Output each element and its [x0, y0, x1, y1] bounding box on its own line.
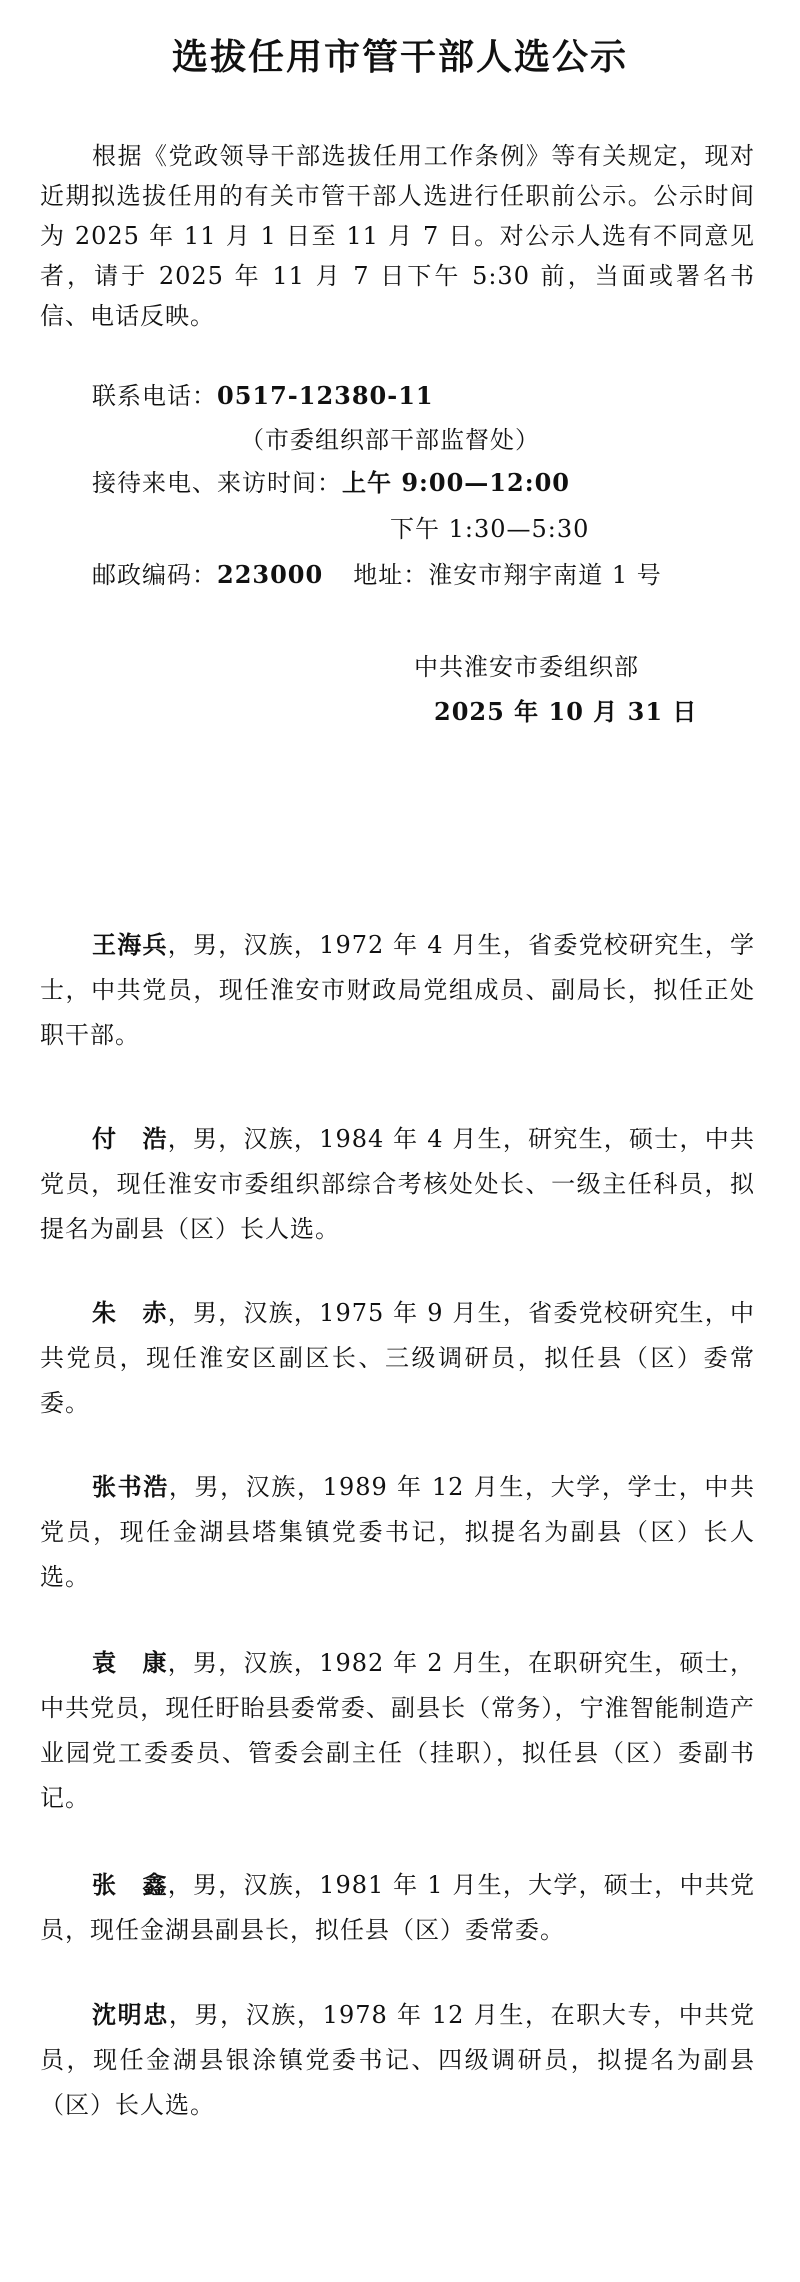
phone-number: 0517-12380-11 — [217, 381, 434, 410]
issue-date: 2025 年 10 月 31 日 — [434, 697, 698, 726]
postcode-label: 邮政编码： — [92, 561, 217, 589]
candidate-entry — [40, 1992, 755, 2128]
hours-am: 上午 9:00—12:00 — [342, 468, 570, 497]
candidate-entry — [40, 1640, 755, 1821]
candidate-entry — [40, 922, 755, 1058]
postcode: 223000 — [217, 560, 324, 589]
candidate-details: ，男，汉族，1972 年 4 月生，省委党校研究生，学士，中共党员，现任淮安市财政局党组成员、副局长，拟任正处职干部。 — [40, 931, 756, 1049]
hours-line — [92, 463, 570, 503]
candidate-details: ，男，汉族，1975 年 9 月生，省委党校研究生，中共党员，现任淮安区副区长、三级调研员，拟任县（区）委常委。 — [40, 1299, 756, 1417]
candidate-name: 付 浩 — [92, 1124, 168, 1153]
hours-label: 接待来电、来访时间： — [92, 469, 342, 497]
candidate-entry — [40, 1290, 755, 1426]
notice-body: 根据《党政领导干部选拔任用工作条例》等有关规定，现对近期拟选拔任用的有关市管干部人选进行任职前公示。公示时间为 2025 年 11 月 1 日至 11 月 7 日。对公示人选有不同意见者，请于 2025 年 11 月 7 日下午 5:30 前，当面或署名书信、电话反映。 — [40, 142, 755, 330]
hours-pm: 下午 1:30—5:30 — [390, 515, 590, 543]
page-title: 选拔任用市管干部人选公示 — [171, 36, 628, 78]
candidate-entry — [40, 1464, 755, 1600]
candidate-details: ，男，汉族，1989 年 12 月生，大学，学士，中共党员，现任金湖县塔集镇党委书记，拟提名为副县（区）长人选。 — [40, 1473, 755, 1591]
candidate-entry — [40, 1862, 755, 1953]
candidate-details: ，男，汉族，1981 年 1 月生，大学，硕士，中共党员，现任金湖县副县长，拟任县（区）委常委。 — [40, 1871, 756, 1944]
postcode-address-line — [92, 555, 662, 595]
candidate-name: 朱 赤 — [92, 1298, 168, 1327]
candidate-name: 张 鑫 — [92, 1870, 168, 1899]
phone-office: （市委组织部干部监督处） — [240, 426, 540, 454]
address: 淮安市翔宇南道 1 号 — [428, 561, 662, 589]
issuer: 中共淮安市委组织部 — [414, 653, 639, 681]
contact-phone-line — [92, 376, 434, 416]
candidate-name: 王海兵 — [92, 930, 168, 959]
candidate-entry — [40, 1116, 755, 1252]
candidate-name: 张书浩 — [92, 1472, 169, 1501]
address-label: 地址： — [353, 561, 429, 589]
candidate-name: 沈明忠 — [92, 2000, 169, 2029]
phone-label: 联系电话： — [92, 382, 217, 410]
candidate-details: ，男，汉族，1984 年 4 月生，研究生，硕士，中共党员，现任淮安市委组织部综合考核处处长、一级主任科员，拟提名为副县（区）长人选。 — [40, 1125, 756, 1243]
candidate-name: 袁 康 — [92, 1648, 168, 1677]
candidate-details: ，男，汉族，1982 年 2 月生，在职研究生，硕士，中共党员，现任盱眙县委常委、副县长（常务），宁淮智能制造产业园党工委委员、管委会副主任（挂职），拟任县（区）委副书记。 — [40, 1649, 756, 1812]
candidate-details: ，男，汉族，1978 年 12 月生，在职大专，中共党员，现任金湖县银涂镇党委书记、四级调研员，拟提名为副县（区）长人选。 — [40, 2001, 755, 2119]
